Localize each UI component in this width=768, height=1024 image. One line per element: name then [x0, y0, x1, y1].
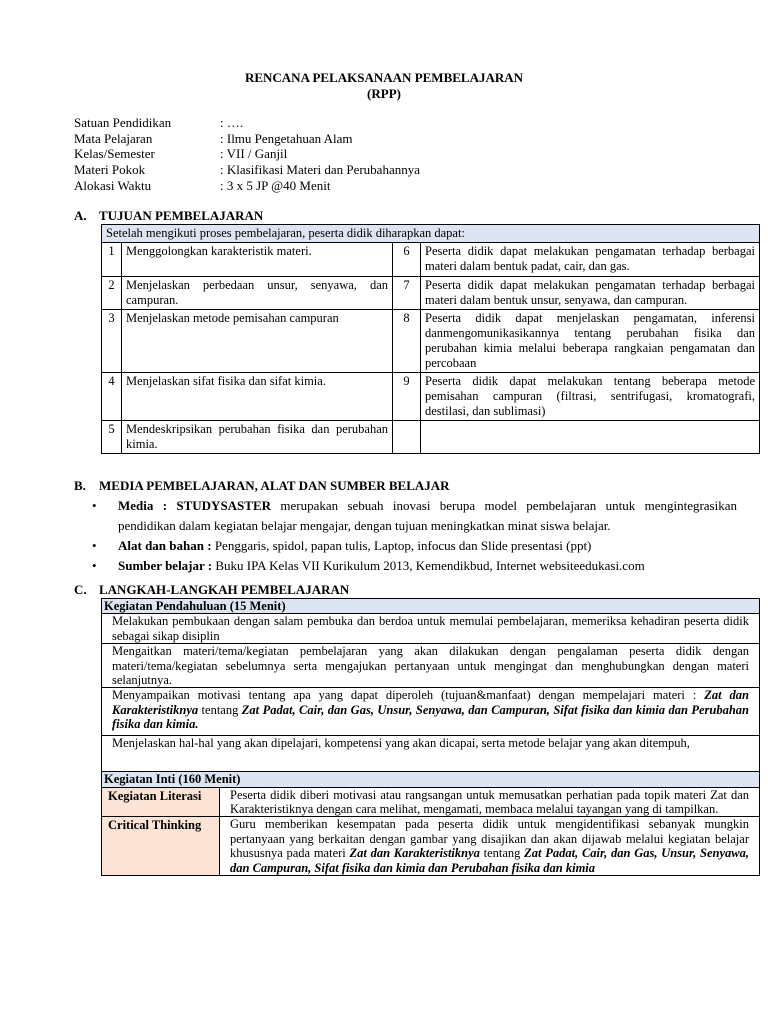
info-label: Kelas/Semester	[74, 146, 155, 162]
topic-title: Zat dan Karakteristiknya	[349, 846, 480, 861]
activity-text: Guru memberikan kesempatan pada peserta didik untuk mengidentifikasi sebanyak mungkin pertanyaan yang berkaitan dengan gambar yang disajikan dan akan dijawab melalui kegiatan belajar khususnya pada materi	[230, 817, 749, 861]
info-value: : Ilmu Pengetahuan Alam	[220, 130, 353, 146]
section-title: MEDIA PEMBELAJARAN, ALAT DAN SUMBER BELAJAR	[99, 478, 450, 493]
table-row	[102, 644, 760, 688]
objective-text: Menjelaskan metode pemisahan campuran	[122, 310, 393, 373]
info-label: Materi Pokok	[74, 162, 146, 178]
info-label: Alokasi Waktu	[74, 177, 152, 193]
activity-text: Peserta didik diberi motivasi atau rangsangan untuk memusatkan perhatian pada topik materi Zat dan Karakteristiknya dengan cara melihat, mengamati, membaca melalui tayangan yang di tampilkan.	[220, 787, 760, 817]
table-row	[102, 787, 760, 817]
objective-text: Mendeskripsikan perubahan fisika dan perubahan kimia.	[122, 421, 393, 454]
activity-text: Menjelaskan hal-hal yang akan dipelajari, kompetensi yang akan dicapai, serta metode belajar yang akan ditempuh,	[102, 736, 760, 772]
connector-text: tentang	[479, 846, 525, 861]
table-row	[102, 817, 760, 876]
activity-label: Kegiatan Literasi	[102, 787, 220, 817]
info-row	[74, 131, 420, 147]
table-header-row	[102, 772, 760, 787]
info-row	[74, 162, 420, 178]
objective-text: Peserta didik dapat menjelaskan pengamatan, inferensi danmengomunikasikannya tentang perubahan fisika dan perubahan kimia melalui beberapa rangkaian pengamatan dan percobaan	[421, 310, 760, 373]
section-title: LANGKAH-LANGKAH PEMBELAJARAN	[99, 582, 350, 597]
row-number: 4	[102, 373, 122, 421]
media-list	[92, 496, 737, 577]
connector-text: tentang	[198, 702, 242, 717]
row-number: 7	[393, 277, 421, 310]
item-text: Buku IPA Kelas VII Kurikulum 2013, Kemendikbud, Internet websiteedukasi.com	[212, 558, 645, 574]
activity-text: Menyampaikan motivasi tentang apa yang dapat diperoleh (tujuan&manfaat) dengan mempelajari materi :	[112, 688, 697, 703]
info-label: Satuan Pendidikan	[74, 115, 172, 130]
table-row	[102, 243, 760, 277]
bullet-icon: •	[92, 558, 97, 574]
topic-title: Zat dan Karakteristiknya	[112, 688, 750, 717]
bullet-icon: •	[92, 538, 97, 554]
document-title: RENCANA PELAKSANAAN PEMBELAJARAN	[244, 70, 524, 85]
list-item	[92, 536, 737, 556]
row-number: 9	[393, 373, 421, 421]
section-b-heading	[74, 478, 450, 494]
info-value: : ….	[220, 115, 244, 130]
section-letter: A.	[74, 208, 87, 223]
objectives-table	[101, 224, 760, 454]
table-row	[102, 421, 760, 454]
critical-thinking-cell	[220, 817, 760, 876]
section-c-heading	[74, 582, 349, 598]
objective-text: Menggolongkan karakteristik materi.	[122, 243, 393, 277]
item-text: Penggaris, spidol, papan tulis, Laptop, infocus dan Slide presentasi (ppt)	[211, 538, 592, 554]
table-row	[102, 736, 760, 772]
info-row	[74, 178, 420, 194]
activity-text: Melakukan pembukaan dengan salam pembuka dan berdoa untuk memulai pembelajaran, memeriksa kehadiran peserta didik sebagai sikap disiplin	[102, 614, 760, 644]
bullet-icon: •	[92, 498, 97, 513]
table-row	[102, 373, 760, 421]
row-number: 5	[102, 421, 122, 454]
section-letter: C.	[74, 582, 87, 597]
info-label: Mata Pelajaran	[74, 130, 153, 146]
objective-text: Menjelaskan perbedaan unsur, senyawa, dan campuran.	[122, 277, 393, 310]
row-number: 3	[102, 310, 122, 373]
row-number: 8	[393, 310, 421, 373]
section-letter: B.	[74, 478, 86, 493]
identity-block	[74, 115, 420, 193]
motivation-cell	[102, 688, 760, 736]
info-value: : 3 x 5 JP @40 Menit	[220, 177, 331, 193]
objective-text: Peserta didik dapat melakukan pengamatan terhadap berbagai materi dalam bentuk padat, cair, dan gas.	[421, 243, 760, 277]
row-number	[393, 421, 421, 454]
document-subtitle: (RPP)	[367, 86, 401, 101]
table-header-row	[102, 599, 760, 614]
list-item	[92, 556, 737, 576]
table-header-row	[102, 225, 760, 243]
topic-list: Zat Padat, Cair, dan Gas, Unsur, Senyawa, dan Campuran, Sifat fisika dan kimia dan Perubahan fisika dan kimia.	[112, 702, 749, 731]
inti-title: Kegiatan Inti (160 Menit)	[102, 772, 760, 787]
table-row	[102, 688, 760, 736]
row-number: 6	[393, 243, 421, 277]
activity-label: Critical Thinking	[102, 817, 220, 876]
objective-text: Peserta didik dapat melakukan pengamatan terhadap berbagai materi dalam bentuk unsur, senyawa, dan campuran.	[421, 277, 760, 310]
item-text: merupakan sebuah inovasi berupa model pembelajaran untuk mengintegrasikan pendidikan dalam kegiatan belajar mengajar, dengan tujuan meningkatkan minat siswa belajar.	[118, 498, 738, 534]
item-label: Media : STUDYSASTER	[118, 498, 272, 513]
info-value: : VII / Ganjil	[220, 146, 288, 162]
objectives-intro: Setelah mengikuti proses pembelajaran, peserta didik diharapkan dapat:	[102, 225, 760, 243]
table-row	[102, 310, 760, 373]
table-row	[102, 614, 760, 644]
objective-text: Peserta didik dapat melakukan tentang beberapa metode pemisahan campuran (filtrasi, sentrifugasi, kromatografi, destilasi, dan sublimasi)	[421, 373, 760, 421]
topic-list: Zat Padat, Cair, dan Gas, Unsur, Senyawa, dan Campuran, Sifat fisika dan kimia dan Perubahan fisika dan kimia	[230, 846, 749, 875]
list-item	[92, 496, 737, 536]
pendahuluan-title: Kegiatan Pendahuluan (15 Menit)	[102, 599, 760, 614]
section-title: TUJUAN PEMBELAJARAN	[99, 208, 264, 223]
table-row	[102, 277, 760, 310]
row-number: 2	[102, 277, 122, 310]
info-value: : Klasifikasi Materi dan Perubahannya	[220, 162, 420, 178]
objective-text: Menjelaskan sifat fisika dan sifat kimia.	[122, 373, 393, 421]
objective-text	[421, 421, 760, 454]
item-label: Alat dan bahan :	[118, 538, 212, 554]
learning-steps-table	[101, 598, 760, 876]
section-a-heading	[74, 208, 263, 224]
row-number: 1	[102, 243, 122, 277]
activity-text: Mengaitkan materi/tema/kegiatan pembelajaran yang akan dilakukan dengan pengalaman peserta didik dengan materi/tema/kegiatan sebelumnya serta mengajukan pertanyaan untuk mengingat dan menghubungkan dengan materi selanjutnya.	[102, 644, 760, 688]
info-row	[74, 146, 420, 162]
item-label: Sumber belajar :	[118, 558, 213, 574]
info-row	[74, 115, 420, 131]
